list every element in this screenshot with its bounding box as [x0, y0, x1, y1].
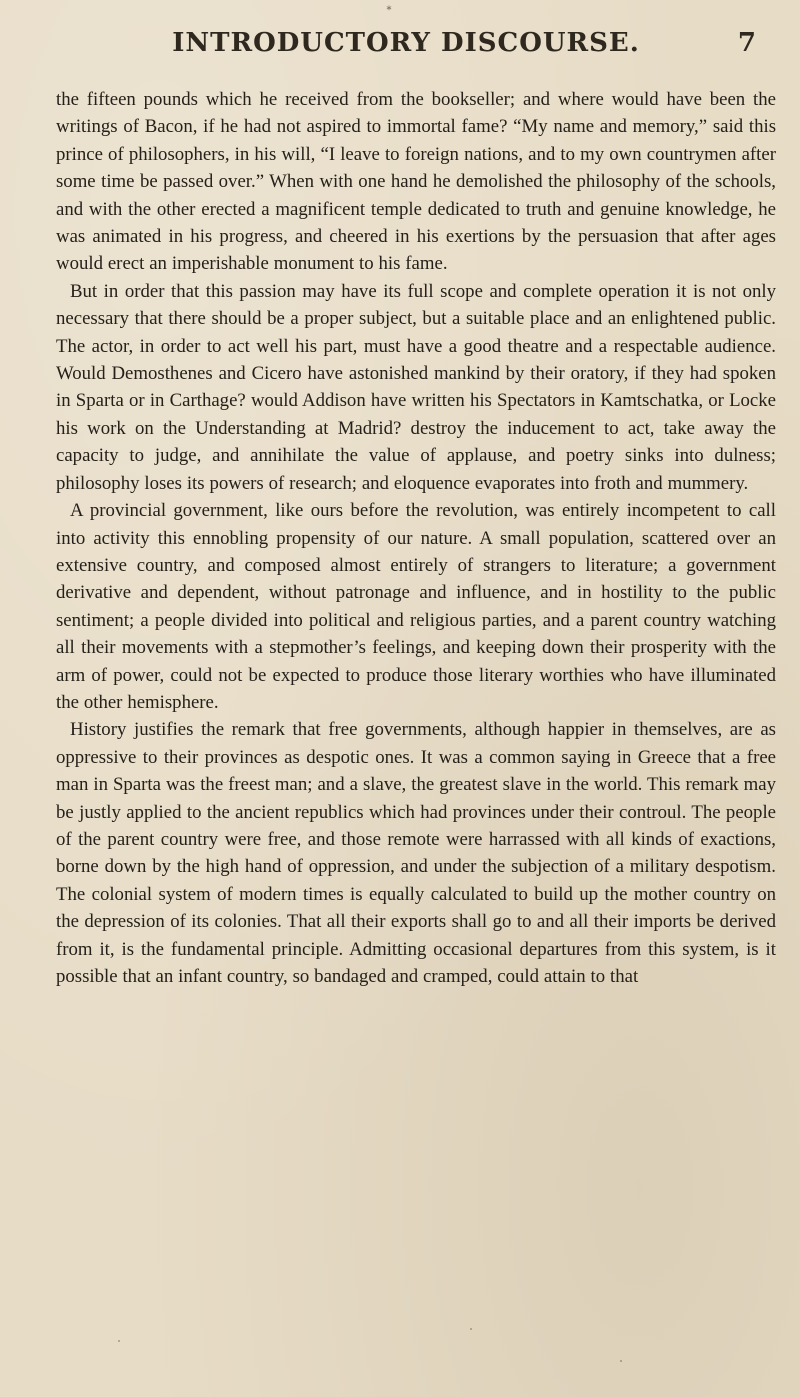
- page-number: 7: [737, 28, 756, 58]
- paper-speck: [470, 1328, 472, 1330]
- page-content: [56, 86, 776, 1301]
- running-head: INTRODUCTORY DISCOURSE.: [172, 28, 640, 58]
- page-header: [56, 28, 756, 68]
- paragraph-3: A provincial government, like ours before the revolution, was entirely incompetent to call into activity this ennobling propensity of our nature. A small population, scattered over an extensive country, and composed almost entirely of strangers to literature; a government derivative and dependent, without patronage and influence, and in hostility to the public sentiment; a people divided into political and religious parties, and a parent country watching all their movements with a stepmother’s feelings, and keeping down their prosperity with the arm of power, could not be expected to produce those literary worthies who have illuminated the other hemisphere.: [56, 500, 776, 713]
- paper-speck: [118, 1340, 120, 1342]
- paragraph-2: But in order that this passion may have its full scope and complete operation it is not only necessary that there should be a proper subject, but a suitable place and an enlightened public. The actor, in order to act well his part, must have a good theatre and a respectable audience. Would Demosthenes and Cicero have astonished mankind by their oratory, if they had spoken in Sparta or in Carthage? would Addison have written his Spectators in Kamtschatka, or Locke his work on the Understanding at Madrid? destroy the inducement to act, take away the capacity to judge, and annihilate the value of applause, and poetry sinks into dulness; philosophy loses its powers of research; and eloquence evaporates into froth and mummery.: [56, 280, 776, 494]
- paper-speck: [620, 1360, 622, 1362]
- paragraph-1: the fifteen pounds which he received from the bookseller; and where would have been the writings of Bacon, if he had not aspired to immortal fame? “My name and memory,” said this prince of philosophers, in his will, “I leave to foreign nations, and to my own countrymen after some time be passed over.” When with one hand he demolished the philosophy of the schools, and with the other erected a magnificent temple dedicated to truth and genuine knowledge, he was animated in his progress, and cheered in his exertions by the persuasion that after ages would erect an imperishable monument to his fame.: [56, 89, 776, 275]
- page-ornament: *: [386, 5, 392, 16]
- paragraph-4: History justifies the remark that free governments, although happier in themselves, are as oppressive to their provinces as despotic ones. It was a common saying in Greece that a free man in Sparta was the freest man; and a slave, the greatest slave in the world. This remark may be justly applied to the ancient republics which had provinces under their controul. The people of the parent country were free, and those remote were harrassed with all kinds of exactions, borne down by the high hand of oppression, and under the subjection of a military despotism. The colonial system of modern times is equally calculated to build up the mother country on the depression of its colonies. That all their exports shall go to and all their imports be derived from it, is the fundamental principle. Admitting occasional departures from this system, is it possible that an infant country, so bandaged and cramped, could attain to that: [56, 719, 776, 987]
